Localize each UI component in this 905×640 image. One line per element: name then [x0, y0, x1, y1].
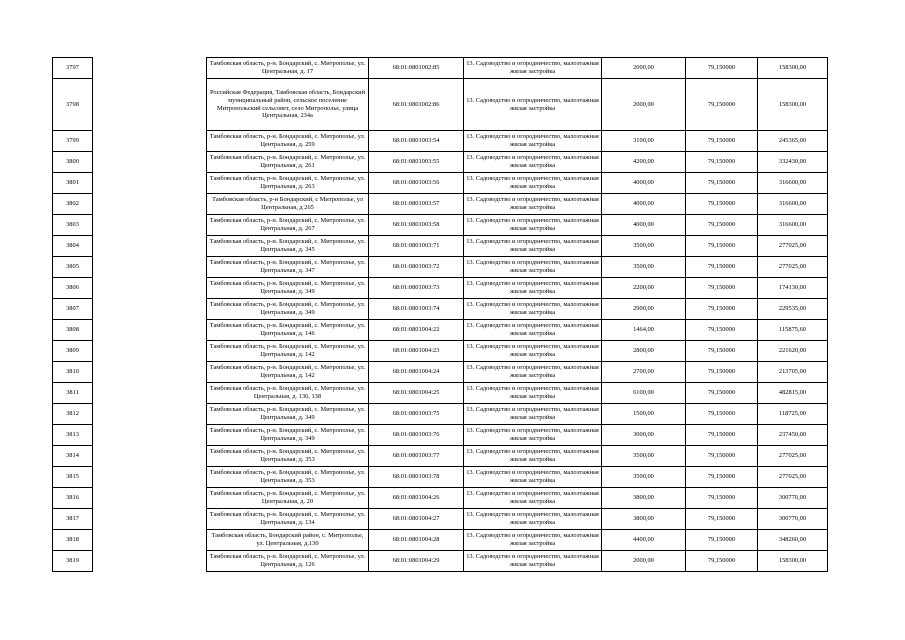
- cell-land-use: 13. Садоводство и огородничество, малоэтажная жилая застройка: [464, 236, 602, 257]
- cell-row-number: 3810: [53, 362, 93, 383]
- cell-area: 4200,00: [602, 152, 686, 173]
- cell-cadastral-value: 348260,00: [758, 530, 828, 551]
- cell-row-number: 3819: [53, 551, 93, 572]
- cell-specific-value: 79,150000: [686, 509, 758, 530]
- cell-land-use: 13. Садоводство и огородничество, малоэтажная жилая застройка: [464, 467, 602, 488]
- table-row: [53, 383, 828, 404]
- cell-cadastral-number: 68:01:0801003:71: [369, 236, 464, 257]
- table-row: [53, 341, 828, 362]
- cell-specific-value: 79,150000: [686, 488, 758, 509]
- cell-cadastral-number: 68:01:0801003:58: [369, 215, 464, 236]
- cadastral-value-table: [52, 57, 828, 572]
- cell-cadastral-value: 277025,00: [758, 236, 828, 257]
- cell-land-use: 13. Садоводство и огородничество, малоэтажная жилая застройка: [464, 257, 602, 278]
- cell-cadastral-number: 68:01:0801003:72: [369, 257, 464, 278]
- cell-specific-value: 79,150000: [686, 530, 758, 551]
- table-row: [53, 215, 828, 236]
- cell-specific-value: 79,150000: [686, 257, 758, 278]
- cell-land-use: 13. Садоводство и огородничество, малоэтажная жилая застройка: [464, 425, 602, 446]
- cell-row-number: 3798: [53, 79, 93, 131]
- cell-row-number: 3808: [53, 320, 93, 341]
- cell-land-use: 13. Садоводство и огородничество, малоэтажная жилая застройка: [464, 509, 602, 530]
- cell-specific-value: 79,150000: [686, 152, 758, 173]
- cell-land-use: 13. Садоводство и огородничество, малоэтажная жилая застройка: [464, 58, 602, 79]
- cell-cadastral-value: 277025,00: [758, 257, 828, 278]
- cell-address: Тамбовская область, р-н. Бондарский, с. Митрополье, ул. Центральная, д. 261: [207, 152, 369, 173]
- table-row: [53, 530, 828, 551]
- cell-specific-value: 79,150000: [686, 236, 758, 257]
- cell-row-number: 3811: [53, 383, 93, 404]
- cell-area: 3500,00: [602, 236, 686, 257]
- cell-land-use: 13. Садоводство и огородничество, малоэтажная жилая застройка: [464, 215, 602, 236]
- table-body: [53, 58, 828, 572]
- cell-cadastral-value: 115875,60: [758, 320, 828, 341]
- cell-cadastral-number: 68:01:0801004:25: [369, 383, 464, 404]
- cell-specific-value: 79,150000: [686, 131, 758, 152]
- cell-spacer: [93, 152, 207, 173]
- cell-land-use: 13. Садоводство и огородничество, малоэтажная жилая застройка: [464, 79, 602, 131]
- cell-area: 4000,00: [602, 194, 686, 215]
- table-row: [53, 320, 828, 341]
- cell-cadastral-number: 68:01:0801003:78: [369, 467, 464, 488]
- cell-specific-value: 79,150000: [686, 551, 758, 572]
- cell-area: 1464,00: [602, 320, 686, 341]
- cell-area: 3100,00: [602, 131, 686, 152]
- cell-cadastral-number: 68:01:0801003:57: [369, 194, 464, 215]
- cell-address: Российская Федерация, Тамбовская область, Бондарский муниципальный район, сельское поселение Митропольский сельсовет, село Митрополье, улица Центральная, 234а: [207, 79, 369, 131]
- cell-specific-value: 79,150000: [686, 425, 758, 446]
- cell-area: 2800,00: [602, 341, 686, 362]
- cell-area: 4400,00: [602, 530, 686, 551]
- cell-address: Тамбовская область, р-н. Бондарский, с. Митрополье, ул. Центральная, д. 353: [207, 467, 369, 488]
- table-row: [53, 79, 828, 131]
- cell-specific-value: 79,150000: [686, 58, 758, 79]
- cell-area: 3000,00: [602, 425, 686, 446]
- cell-address: Тамбовская область, р-н. Бондарский, с. Митрополье, ул. Центральная, д. 349: [207, 278, 369, 299]
- cell-cadastral-value: 213705,00: [758, 362, 828, 383]
- cell-spacer: [93, 299, 207, 320]
- cell-cadastral-number: 68:01:0801003:76: [369, 425, 464, 446]
- cell-cadastral-number: 68:01:0801003:55: [369, 152, 464, 173]
- cell-spacer: [93, 194, 207, 215]
- cell-specific-value: 79,150000: [686, 278, 758, 299]
- table-row: [53, 446, 828, 467]
- cell-spacer: [93, 425, 207, 446]
- cell-area: 1500,00: [602, 404, 686, 425]
- cell-spacer: [93, 446, 207, 467]
- cell-area: 2200,00: [602, 278, 686, 299]
- cell-spacer: [93, 320, 207, 341]
- cell-cadastral-number: 68:01:0801004:23: [369, 341, 464, 362]
- cell-spacer: [93, 215, 207, 236]
- cell-spacer: [93, 58, 207, 79]
- cell-cadastral-number: 68:01:0801003:73: [369, 278, 464, 299]
- cell-land-use: 13. Садоводство и огородничество, малоэтажная жилая застройка: [464, 362, 602, 383]
- cell-area: 2000,00: [602, 58, 686, 79]
- cell-row-number: 3807: [53, 299, 93, 320]
- cell-cadastral-number: 68:01:0801002:85: [369, 58, 464, 79]
- cell-spacer: [93, 79, 207, 131]
- cell-area: 4000,00: [602, 215, 686, 236]
- cell-cadastral-value: 482815,00: [758, 383, 828, 404]
- cell-land-use: 13. Садоводство и огородничество, малоэтажная жилая застройка: [464, 299, 602, 320]
- cell-row-number: 3816: [53, 488, 93, 509]
- cell-row-number: 3797: [53, 58, 93, 79]
- table-row: [53, 425, 828, 446]
- cell-specific-value: 79,150000: [686, 446, 758, 467]
- cell-row-number: 3818: [53, 530, 93, 551]
- table-row: [53, 152, 828, 173]
- cell-specific-value: 79,150000: [686, 299, 758, 320]
- cell-land-use: 13. Садоводство и огородничество, малоэтажная жилая застройка: [464, 131, 602, 152]
- cell-spacer: [93, 509, 207, 530]
- cell-address: Тамбовская область, р-н. Бондарский, с. Митрополье, ул. Центральная, д. 347: [207, 257, 369, 278]
- cell-cadastral-value: 277025,00: [758, 467, 828, 488]
- cell-cadastral-value: 300770,00: [758, 488, 828, 509]
- table-row: [53, 404, 828, 425]
- cadastral-value-table-page: [52, 57, 828, 572]
- table-row: [53, 58, 828, 79]
- cell-address: Тамбовская область, р-н. Бондарский, с. Митрополье, ул. Центральная, д. 349: [207, 425, 369, 446]
- cell-spacer: [93, 404, 207, 425]
- table-row: [53, 509, 828, 530]
- cell-land-use: 13. Садоводство и огородничество, малоэтажная жилая застройка: [464, 278, 602, 299]
- cell-cadastral-number: 68:01:0801003:74: [369, 299, 464, 320]
- table-row: [53, 488, 828, 509]
- cell-land-use: 13. Садоводство и огородничество, малоэтажная жилая застройка: [464, 404, 602, 425]
- cell-area: 3500,00: [602, 446, 686, 467]
- cell-row-number: 3813: [53, 425, 93, 446]
- cell-specific-value: 79,150000: [686, 362, 758, 383]
- cell-row-number: 3817: [53, 509, 93, 530]
- cell-cadastral-value: 174130,00: [758, 278, 828, 299]
- cell-cadastral-number: 68:01:0801003:75: [369, 404, 464, 425]
- cell-cadastral-number: 68:01:0801004:27: [369, 509, 464, 530]
- cell-spacer: [93, 236, 207, 257]
- cell-cadastral-value: 221620,00: [758, 341, 828, 362]
- cell-area: 3800,00: [602, 488, 686, 509]
- cell-specific-value: 79,150000: [686, 341, 758, 362]
- cell-cadastral-value: 158300,00: [758, 58, 828, 79]
- cell-land-use: 13. Садоводство и огородничество, малоэтажная жилая застройка: [464, 320, 602, 341]
- cell-specific-value: 79,150000: [686, 404, 758, 425]
- cell-cadastral-value: 332430,00: [758, 152, 828, 173]
- cell-address: Тамбовская область, р-н. Бондарский, с. Митрополье, ул. Центральная, д. 259: [207, 131, 369, 152]
- cell-specific-value: 79,150000: [686, 215, 758, 236]
- cell-row-number: 3814: [53, 446, 93, 467]
- cell-area: 2000,00: [602, 551, 686, 572]
- cell-land-use: 13. Садоводство и огородничество, малоэтажная жилая застройка: [464, 194, 602, 215]
- cell-spacer: [93, 257, 207, 278]
- cell-row-number: 3815: [53, 467, 93, 488]
- cell-address: Тамбовская область, р-н. Бондарский, с. Митрополье, ул. Центральная, д. 146: [207, 320, 369, 341]
- cell-spacer: [93, 362, 207, 383]
- cell-area: 3500,00: [602, 257, 686, 278]
- cell-row-number: 3800: [53, 152, 93, 173]
- cell-spacer: [93, 131, 207, 152]
- cell-cadastral-value: 158300,00: [758, 79, 828, 131]
- cell-address: Тамбовская область, р-н. Бондарский, с. Митрополье, ул. Центральная, д. 267: [207, 215, 369, 236]
- cell-land-use: 13. Садоводство и огородничество, малоэтажная жилая застройка: [464, 530, 602, 551]
- cell-cadastral-value: 229535,00: [758, 299, 828, 320]
- cell-address: Тамбовская область, р-н. Бондарский, с. Митрополье, ул. Центральная, д. 20: [207, 488, 369, 509]
- cell-spacer: [93, 341, 207, 362]
- cell-cadastral-value: 237450,00: [758, 425, 828, 446]
- cell-address: Тамбовская область, р-н. Бондарский, с. Митрополье, ул. Центральная, д. 263: [207, 173, 369, 194]
- cell-specific-value: 79,150000: [686, 383, 758, 404]
- cell-row-number: 3812: [53, 404, 93, 425]
- cell-cadastral-value: 277025,00: [758, 446, 828, 467]
- table-row: [53, 278, 828, 299]
- cell-area: 2000,00: [602, 79, 686, 131]
- cell-land-use: 13. Садоводство и огородничество, малоэтажная жилая застройка: [464, 152, 602, 173]
- cell-specific-value: 79,150000: [686, 467, 758, 488]
- cell-row-number: 3801: [53, 173, 93, 194]
- cell-cadastral-number: 68:01:0801003:77: [369, 446, 464, 467]
- cell-land-use: 13. Садоводство и огородничество, малоэтажная жилая застройка: [464, 341, 602, 362]
- cell-cadastral-value: 316600,00: [758, 194, 828, 215]
- cell-specific-value: 79,150000: [686, 79, 758, 131]
- cell-specific-value: 79,150000: [686, 173, 758, 194]
- cell-spacer: [93, 173, 207, 194]
- cell-area: 2700,00: [602, 362, 686, 383]
- table-row: [53, 173, 828, 194]
- cell-specific-value: 79,150000: [686, 320, 758, 341]
- cell-cadastral-value: 118725,00: [758, 404, 828, 425]
- cell-land-use: 13. Садоводство и огородничество, малоэтажная жилая застройка: [464, 173, 602, 194]
- cell-cadastral-value: 245365,00: [758, 131, 828, 152]
- cell-row-number: 3799: [53, 131, 93, 152]
- cell-land-use: 13. Садоводство и огородничество, малоэтажная жилая застройка: [464, 488, 602, 509]
- cell-spacer: [93, 551, 207, 572]
- cell-address: Тамбовская область, р-н. Бондарский, с. Митрополье, ул. Центральная, д. 349: [207, 404, 369, 425]
- cell-row-number: 3805: [53, 257, 93, 278]
- cell-address: Тамбовская область, р-н. Бондарский, с. Митрополье, ул. Центральная, д. 349: [207, 299, 369, 320]
- cell-address: Тамбовская область, р-н. Бондарский, с. Митрополье, ул. Центральная, д. 134: [207, 509, 369, 530]
- cell-row-number: 3804: [53, 236, 93, 257]
- table-row: [53, 467, 828, 488]
- cell-address: Тамбовская область, р-н. Бондарский, с. Митрополье, ул. Центральная, д. 126: [207, 551, 369, 572]
- cell-area: 4000,00: [602, 173, 686, 194]
- cell-cadastral-number: 68:01:0801003:56: [369, 173, 464, 194]
- cell-row-number: 3806: [53, 278, 93, 299]
- table-row: [53, 362, 828, 383]
- cell-land-use: 13. Садоводство и огородничество, малоэтажная жилая застройка: [464, 446, 602, 467]
- cell-address: Тамбовская область, р-н. Бондарский, с. Митрополье, ул. Центральная, д. 142: [207, 341, 369, 362]
- cell-specific-value: 79,150000: [686, 194, 758, 215]
- cell-address: Тамбовская область, р-н. Бондарский, с. Митрополье, ул. Центральная, д. 142: [207, 362, 369, 383]
- cell-cadastral-number: 68:01:0801004:28: [369, 530, 464, 551]
- cell-area: 3800,00: [602, 509, 686, 530]
- cell-cadastral-number: 68:01:0801004:24: [369, 362, 464, 383]
- cell-cadastral-number: 68:01:0801004:29: [369, 551, 464, 572]
- table-row: [53, 257, 828, 278]
- cell-cadastral-number: 68:01:0801003:54: [369, 131, 464, 152]
- cell-cadastral-value: 158300,00: [758, 551, 828, 572]
- cell-spacer: [93, 467, 207, 488]
- table-row: [53, 194, 828, 215]
- table-row: [53, 131, 828, 152]
- cell-cadastral-value: 300770,00: [758, 509, 828, 530]
- cell-spacer: [93, 383, 207, 404]
- cell-spacer: [93, 530, 207, 551]
- cell-area: 6100,00: [602, 383, 686, 404]
- cell-address: Тамбовская область, р-н. Бондарский, с. Митрополье, ул. Центральная, д. 17: [207, 58, 369, 79]
- cell-area: 2900,00: [602, 299, 686, 320]
- cell-cadastral-number: 68:01:0801004:22: [369, 320, 464, 341]
- table-row: [53, 551, 828, 572]
- cell-cadastral-value: 316600,00: [758, 173, 828, 194]
- table-row: [53, 236, 828, 257]
- cell-address: Тамбовская область, р-н. Бондарский, с. Митрополье, ул. Центральная, д. 353: [207, 446, 369, 467]
- table-row: [53, 299, 828, 320]
- cell-address: Тамбовская область, р-н. Бондарский, с. Митрополье, ул. Центральная, д. 345: [207, 236, 369, 257]
- cell-area: 3500,00: [602, 467, 686, 488]
- cell-land-use: 13. Садоводство и огородничество, малоэтажная жилая застройка: [464, 383, 602, 404]
- cell-address: Тамбовская область, Бондарский район, с. Митрополье, ул. Центральная, д.130: [207, 530, 369, 551]
- cell-address: Тамбовская область, р-н. Бондарский, с. Митрополье, ул. Центральная, д. 136, 138: [207, 383, 369, 404]
- cell-row-number: 3802: [53, 194, 93, 215]
- cell-row-number: 3809: [53, 341, 93, 362]
- cell-spacer: [93, 488, 207, 509]
- cell-spacer: [93, 278, 207, 299]
- cell-address: Тамбовская область, р-н Бондарский, с Митрополье, ул Центральная, д 265: [207, 194, 369, 215]
- cell-cadastral-number: 68:01:0801004:26: [369, 488, 464, 509]
- cell-cadastral-value: 316600,00: [758, 215, 828, 236]
- cell-row-number: 3803: [53, 215, 93, 236]
- cell-cadastral-number: 68:01:0801002:86: [369, 79, 464, 131]
- cell-land-use: 13. Садоводство и огородничество, малоэтажная жилая застройка: [464, 551, 602, 572]
